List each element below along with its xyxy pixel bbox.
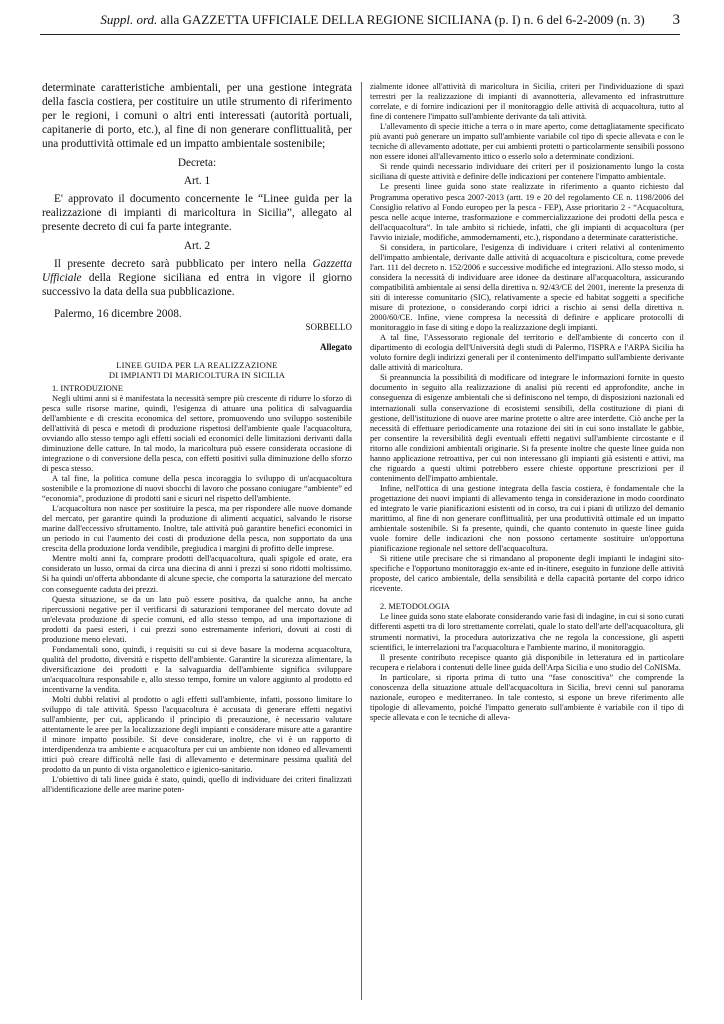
paragraph: L'allevamento di specie ittiche a terra o in mare aperto, come dettagliatamente specificato più avanti può generare un impatto sull'ambiente variabile col tipo di specie allevata e con le tecniche di allevamento adottate, per cui ambienti protetti o particolarmente sensibili possono non essere idonei all'allevamento ittico o esserlo solo a determinate condizioni. bbox=[370, 122, 684, 162]
art2-text-a: Il presente decreto sarà pubblicato per intero nella bbox=[54, 257, 313, 270]
allegato-label: Allegato bbox=[320, 341, 352, 352]
art2-title: Art. 2 bbox=[183, 240, 211, 253]
paragraph: Il presente contributo recepisce quanto già disponibile in letteratura ed in particolare recupera e rielabora i contenuti delle linee guida dell'Arpa Sicilia e uno studio del CoNISMa. bbox=[370, 652, 684, 672]
paragraph: Negli ultimi anni si è manifestata la necessità sempre più crescente di ridurre lo sforzo di pesca sulle risorse marine, quindi, l'esigenza di attuare una politica di salvaguardia dell'ambiente e di crescita economica del settore, promuovendo uno sviluppo sostenibile dell'attività di pesca e metodi di produzione rispettosi dell'ambiente quale l'acquacoltura, ovviando allo stesso tempo agli effetti sociali ed economici delle limitazioni derivanti dalla diminuzione delle catture. In tal modo, la maricoltura può essere considerata occasione di integrazione o di conversione della pesca, con effetti positivi sulla diminuzione dello sforzo di pesca stesso. bbox=[42, 393, 352, 473]
signer: SORBELLO bbox=[305, 321, 352, 332]
page-header bbox=[40, 12, 680, 32]
guide-title bbox=[42, 360, 352, 380]
paragraph: L'obiettivo di tali linee guida è stato, quindi, quello di individuare dei criteri finalizzati all'identificazione delle aree marine poten- bbox=[42, 775, 352, 795]
left-column bbox=[42, 82, 352, 1012]
paragraph: zialmente idonee all'attività di maricoltura in Sicilia, criteri per l'individuazione di spazi terrestri per la realizzazione di impianti di avannotteria, allevamento ed infrastrutture correlate, e di fornire indicazioni per il monitoraggio delle attività di acquacoltura, tutto al fine di contenere l'impatto sull'ambiente derivante da tali attività. bbox=[370, 82, 684, 122]
paragraph: Si ritiene utile precisare che si rimandano al proponente degli impianti le indagini sito-specifiche e l'opportuno monitoraggio ex-ante ed in-itinere, eseguito in funzione delle attività proposte, del carico ambientale, della sensibilità e della capacità portante del corpo idrico ricevente. bbox=[370, 554, 684, 594]
decreta-heading: Decreta: bbox=[177, 156, 217, 169]
paragraph: L'acquacoltura non nasce per sostituire la pesca, ma per rispondere alle nuove domande del mercato, per garantire quindi la produzione di alimenti acquatici, salvando le risorse marine dall'eccessivo sfruttamento. Inoltre, tale attività può garantire benefici economici in un periodo in cui l'aumento dei costi di produzione della pesca, non supportato da una crescita della produzione lorda vendibile, pregiudica i margini di profitto delle imprese. bbox=[42, 504, 352, 554]
paragraph: Le linee guida sono state elaborate considerando varie fasi di indagine, in cui si sono curati differenti aspetti tra di loro strettamente correlati, quale lo stato dell'arte dell'acquacoltura, gli strumenti normativi, la procedura autorizzativa che ne regola la concessione, gli aspetti scientifici, le interrelazioni tra l'acquacoltura e l'ambiente marino, il monitoraggio. bbox=[370, 612, 684, 652]
header-prefix: Suppl. ord. bbox=[100, 12, 158, 27]
right-text bbox=[370, 82, 684, 723]
paragraph: A tal fine, la politica comune della pesca incoraggia lo sviluppo di un'acquacoltura sostenibile e la promozione di nuovi sbocchi di lavoro che possano coniugare “ambiente” ed “economia”, produzione di prodotti sani e sicuri nel rispetto dell'ambiente. bbox=[42, 474, 352, 504]
header-title: alla GAZZETTA UFFICIALE DELLA REGIONE SICILIANA (p. I) n. 6 del 6-2-2009 (n. 3) bbox=[160, 12, 645, 27]
header-rule bbox=[40, 34, 680, 35]
right-column bbox=[370, 82, 684, 1012]
paragraph: In particolare, si riporta prima di tutto una “fase conoscitiva” che comprende la conoscenza della situazione attuale dell'acquacoltura in Sicilia, brevi cenni sul panorama nazionale, europeo e mediterraneo. In tale contesto, si espone un breve riferimento alle tipologie di allevamento, poiché l'impatto generato sull'ambiente è variabile con il tipo di specie allevata e con le tecniche di alleva- bbox=[370, 672, 684, 722]
paragraph: Questa situazione, se da un lato può essere positiva, da qualche anno, ha anche ripercussioni negative per il verificarsi di saturazioni temporanee del mercato dovute ad un'elevata produzione di specie comuni, ed allo stesso tempo, ad una importazione di prodotti da paesi esteri, i cui prezzi sono estremamente inferiori, dovuti ai costi di produzione meno elevati. bbox=[42, 594, 352, 644]
paragraph: Infine, nell'ottica di una gestione integrata della fascia costiera, è fondamentale che la progettazione dei nuovi impianti di allevamento tenga in considerazione in modo coordinato ed integrato le varie pianificazioni esistenti od in corso, tra cui i piani di utilizzo del demanio marittimo, al fine di non generare conflittualità, per una produttività ottimale ed un impatto ambientale sostenibile. Si fa presente, quindi, che quanto contenuto in queste linee guida vuole fornire delle indicazioni che non possono certamente sostituire un'opportuna pianificazione regionale nel settore dell'acquacoltura. bbox=[370, 483, 684, 554]
paragraph: Si preannuncia la possibilità di modificare od integrare le informazioni fornite in questo documento in seguito alla realizzazione di analisi più recenti ed approfondite, anche in conseguenza di esigenze ambientali che si definiscono nel tempo, di disposizioni nazionali ed internazionali sulla conservazione di ecosistemi sensibili, della costituzione di piani di gestione, dell'istituzione di nuove aree marine protette o altre aree interdette. Ciò anche per la necessità di effettuare periodicamente una rotazione dei siti in cui sono installate le gabbie, per consentire la reversibilità degli eventuali effetti negativi sull'ambiente circostante e il ritorno alle condizioni ambientali originarie. Si fa presente inoltre che queste linee guida non hanno applicazione retroattiva, per cui non interessano gli impianti già esistenti e attivi, ma che riguardo a questi ultimi potrebbero essere chieste opportune prescrizioni per il contenimento dell'impatto ambientale. bbox=[370, 373, 684, 483]
section-heading-intro: 1. INTRODUZIONE bbox=[52, 383, 123, 393]
art2-text bbox=[42, 258, 352, 300]
paragraph: A tal fine, l'Assessorato regionale del territorio e dell'ambiente di concerto con il dipartimento di ecologia dell'Università degli studi di Palermo, l'ISPRA e l'ARPA Sicilia ha voluto fornire degli indirizzi generali per il contenimento dell'impatto sull'ambiente derivante dalle attività di maricoltura. bbox=[370, 333, 684, 373]
art1-title: Art. 1 bbox=[183, 175, 211, 188]
art2-text-b: della Regione siciliana ed entra in vigore il giorno successivo la data della sua pubblicazione. bbox=[42, 271, 352, 298]
paragraph: Molti dubbi relativi al prodotto o agli effetti sull'ambiente, infatti, possono limitare lo sviluppo di tale attività. Spesso l'acquacoltura è accusata di generare effetti negativi sull'ambiente, per cui, applicando il principio di precauzione, è necessario valutare attentamente le aree per la localizzazione degli impianti e considerare misure atte a garantire il minore impatto possibile. Si deve considerare, inoltre, che vi è un rapporto di interdipendenza tra ambiente e acquacoltura per cui un ambiente non idoneo ed allevamenti ittici può creare difficoltà nelle fasi di allevamento e determinare pessima qualità del prodotto da un punto di vista organolettico e igienico-sanitario. bbox=[42, 695, 352, 775]
date-place: Palermo, 16 dicembre 2008. bbox=[54, 307, 182, 320]
decree-block bbox=[42, 82, 352, 322]
paragraph: Fondamentali sono, quindi, i requisiti su cui si deve basare la moderna acquacoltura, qualità del prodotto, diversità e rispetto dell'ambiente. Garantire la sicurezza alimentare, la diversificazione dei prodotti e la salvaguardia dell'ambiente significa sviluppare un'acquacoltura responsabile e, allo stesso tempo, fornire un valore aggiunto al prodotto ed incentivarne la vendita. bbox=[42, 644, 352, 694]
paragraph: Mentre molti anni fa, comprare prodotti dell'acquacoltura, quali spigole ed orate, era considerato un lusso, ormai da circa una diecina di anni i prezzi si sono ridotti moltissimo. Si ha quindi un'offerta abbondante di alcune specie, che comporta la saturazione del mercato con conseguente caduta dei prezzi. bbox=[42, 554, 352, 594]
paragraph: Si considera, in particolare, l'esigenza di individuare i criteri relativi al contenimento dell'impatto ambientale, derivante dalle attività di acquacoltura e piscicoltura, come prevede l'art. 111 del decreto n. 152/2006 e successive modifiche ed integrazioni. Allo stesso modo, si considera la necessità di individuare aree idonee da destinare all'acquacoltura, assicurando compatibilità ambientale ai sensi della direttiva n. 92/43/CE del 2001, inerente la presenza di siti di interesse comunitario (SIC), relativamente a specie ed habitat soggetti a specifiche misure di protezione, o considerando corpi idrici a rischio ai sensi della direttiva n. 2000/60/CE. Infine, viene compresa la necessità di definire e applicare protocolli di monitoraggio in fase di siting e dopo la realizzazione degli impianti. bbox=[370, 242, 684, 333]
column-separator bbox=[361, 82, 362, 1000]
intro-section bbox=[42, 384, 352, 796]
gazzetta-name: Gazzetta Ufficiale bbox=[42, 257, 352, 284]
decree-intro: determinate caratteristiche ambientali, per una gestione integrata della fascia costiera, per costituire un utile strumento di riferimento per le regioni, i comuni o altri enti interessati (autorità portuali, capitanerie di porto, etc.), al fine di non generare conflittualità, per una produttività ottimale ed un impatto ambientale sostenibile; bbox=[42, 82, 352, 150]
paragraph: Si rende quindi necessario individuare dei criteri per il posizionamento lungo la costa siciliana di queste attività e definire delle indicazioni per contenere l'impatto ambientale. bbox=[370, 162, 684, 182]
guide-title-line-1: LINEE GUIDA PER LA REALIZZAZIONE bbox=[116, 359, 278, 370]
paragraph: Le presenti linee guida sono state realizzate in riferimento a quanto richiesto dal Programma operativo pesca 2007-2013 (artt. 19 e 20 del regolamento CE n. 1198/2006 del Consiglio relativo al Fondo europeo per la pesca - FEP), Asse prioritario 2 - “Acquacoltura, pesca nelle acque interne, trasformazione e commercializzazione dei prodotti della pesca e dell'acquacoltura”. In tale ambito si richiede, infatti, che gli impianti di acquacoltura (per l'avvio iniziale, modifiche, ammodernamenti, etc.), rispondano a determinate caratteristiche. bbox=[370, 182, 684, 242]
page-number: 3 bbox=[672, 12, 680, 28]
art1-text: E' approvato il documento concernente le “Linee guida per la realizzazione di impianti di maricoltura in Sicilia”, allegato al presente decreto di cui fa parte integrante. bbox=[42, 193, 352, 234]
guide-title-line-2: DI IMPIANTI DI MARICOLTURA IN SICILIA bbox=[108, 369, 286, 380]
section-heading-metodologia: 2. METODOLOGIA bbox=[380, 602, 450, 612]
